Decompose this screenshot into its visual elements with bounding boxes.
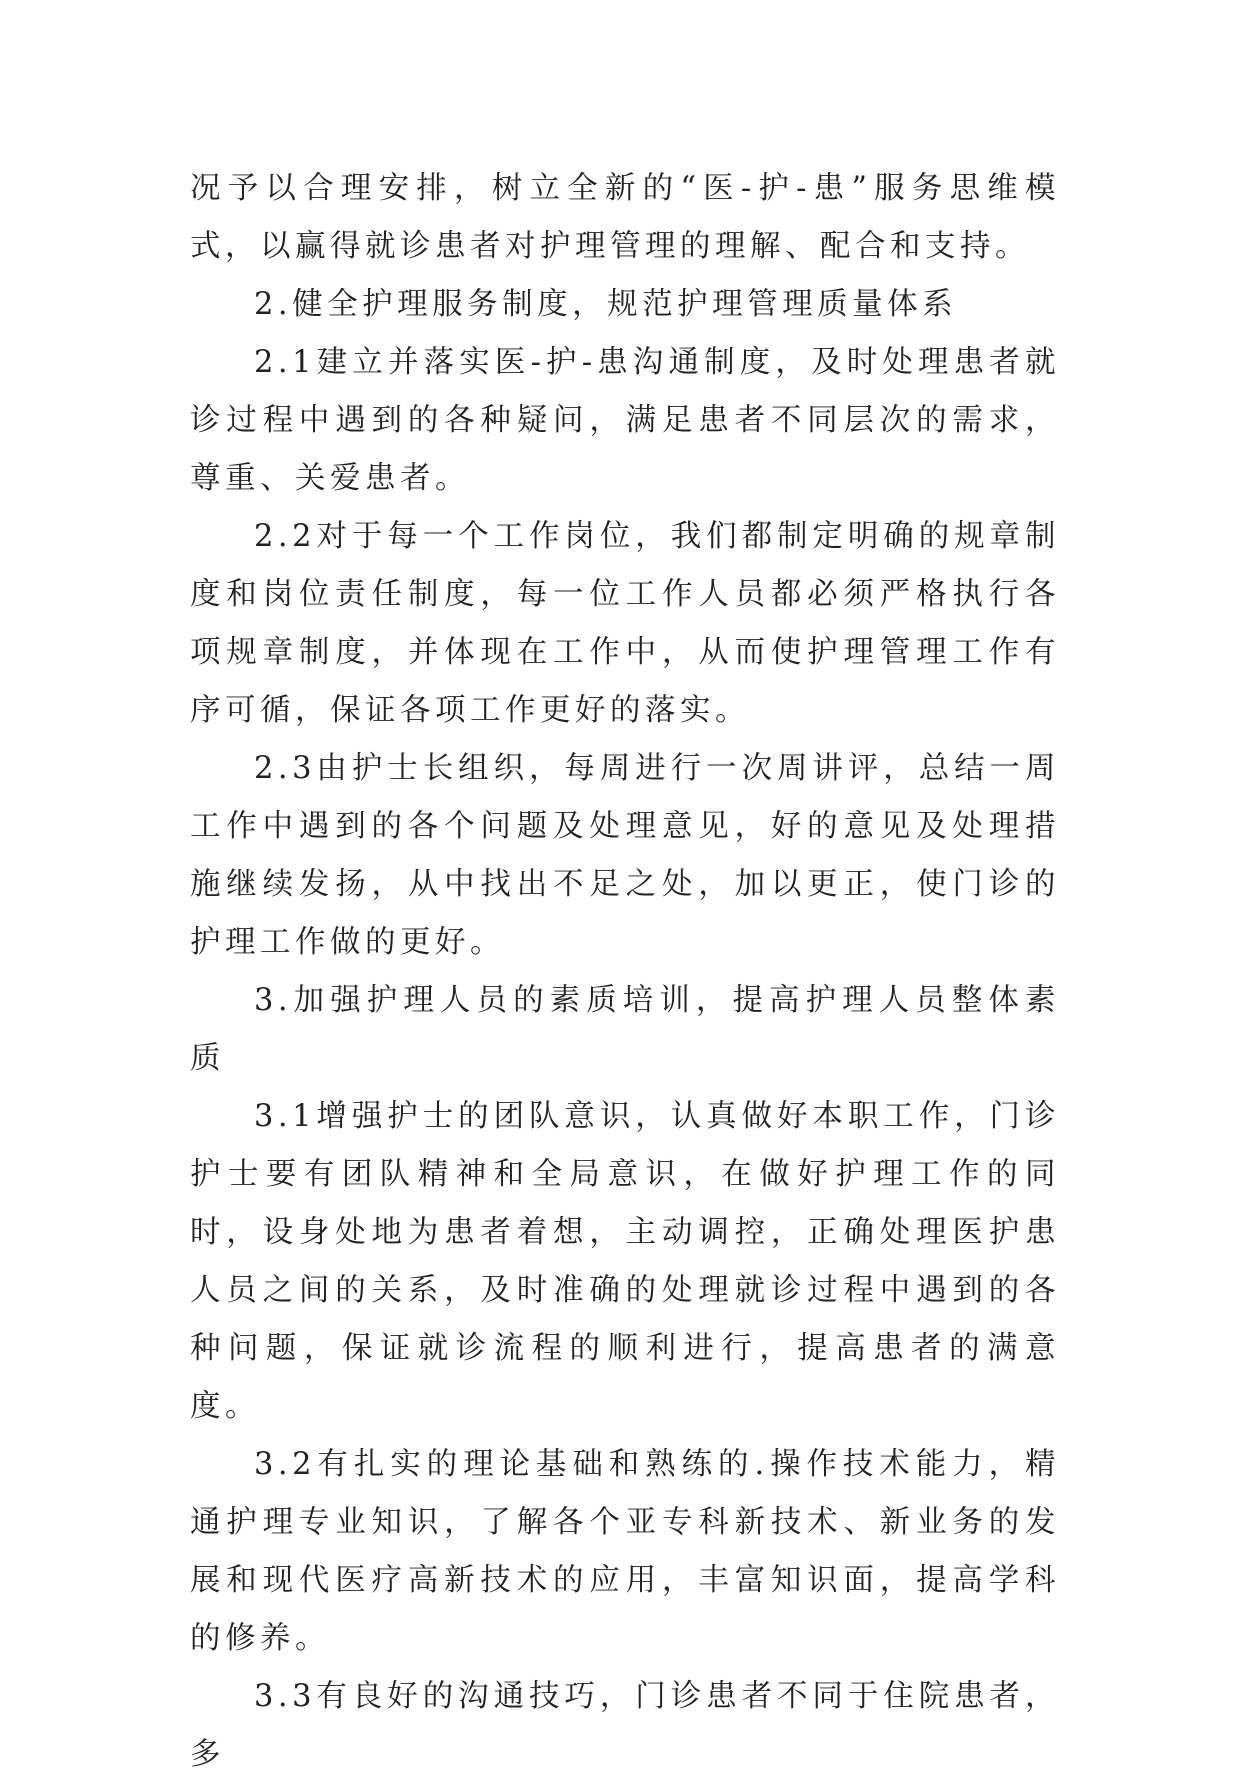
section-heading-3: 3.加强护理人员的素质培训，提高护理人员整体素质 [190,983,1060,1076]
paragraph-continuation: 况予以合理安排，树立全新的“医-护-患”服务思维模式，以赢得就诊患者对护理管理的理解、配合和支持。 [190,171,1060,264]
paragraph-3-1: 3.1增强护士的团队意识，认真做好本职工作，门诊护士要有团队精神和全局意识，在做好护理工作的同时，设身处地为患者着想，主动调控，正确处理医护患人员之间的关系，及时准确的处理就诊过程中遇到的各种问题，保证就诊流程的顺利进行，提高患者的满意度。 [190,1099,1060,1424]
paragraph-3-3: 3.3有良好的沟通技巧，门诊患者不同于住院患者，多 [190,1679,1060,1772]
document-body [190,160,1060,1784]
paragraph-2-3: 2.3由护士长组织，每周进行一次周讲评，总结一周工作中遇到的各个问题及处理意见，好的意见及处理措施继续发扬，从中找出不足之处，加以更正，使门诊的护理工作做的更好。 [190,751,1060,960]
paragraph-2-1: 2.1建立并落实医-护-患沟通制度，及时处理患者就诊过程中遇到的各种疑问，满足患者不同层次的需求，尊重、关爱患者。 [190,345,1060,496]
paragraph-3-2: 3.2有扎实的理论基础和熟练的.操作技术能力，精通护理专业知识，了解各个亚专科新技术、新业务的发展和现代医疗高新技术的应用，丰富知识面，提高学科的修养。 [190,1447,1060,1656]
paragraph-2-2: 2.2对于每一个工作岗位，我们都制定明确的规章制度和岗位责任制度，每一位工作人员都必须严格执行各项规章制度，并体现在工作中，从而使护理管理工作有序可循，保证各项工作更好的落实。 [190,519,1060,728]
section-heading-2: 2.健全护理服务制度，规范护理管理质量体系 [254,287,958,322]
